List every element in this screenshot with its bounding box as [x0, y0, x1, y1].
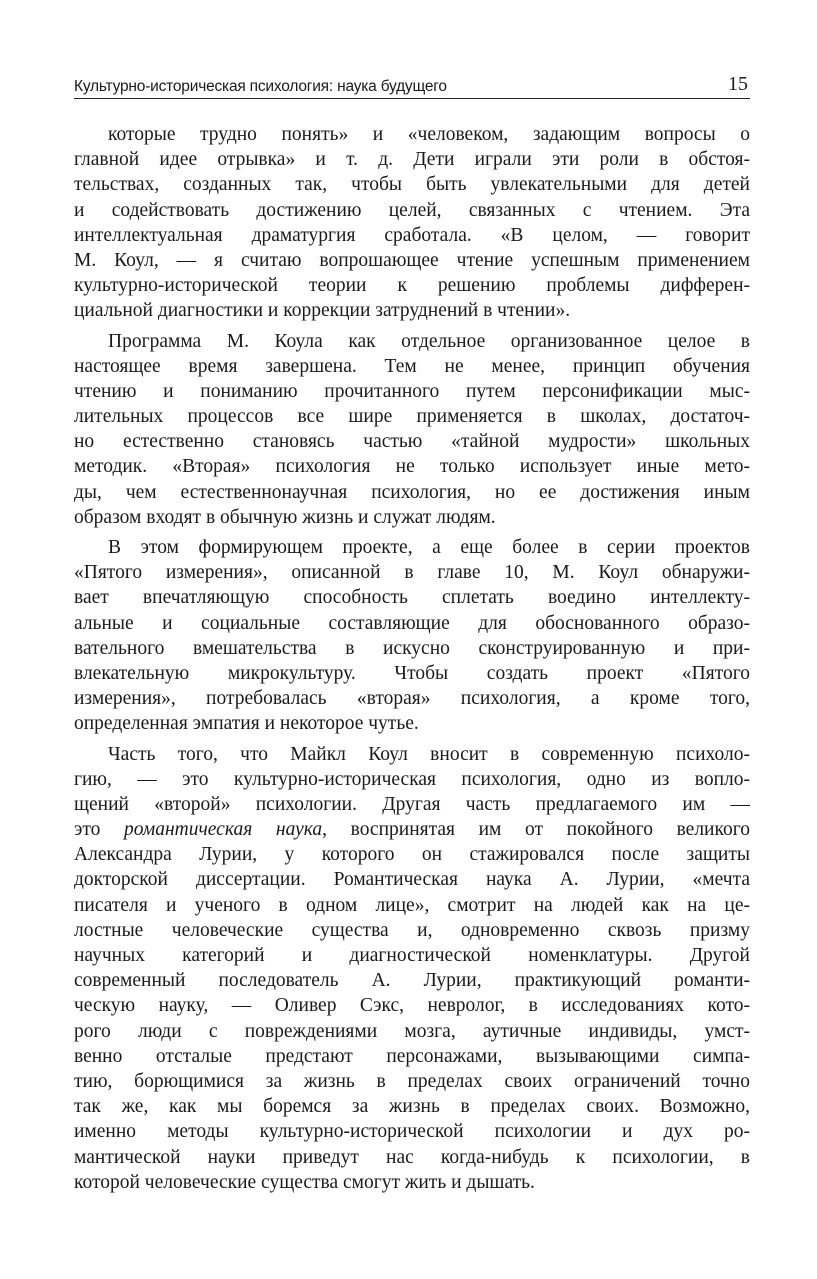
emphasis-text: романтическая наука: [124, 819, 323, 841]
text-line: Александра Лурии, у которого он стажировался после защиты: [74, 844, 750, 866]
text-line: тию, борющимися за жизнь в пределах своих ограничений точно: [74, 1070, 750, 1092]
text-line: так же, как мы боремся за жизнь в пределах своих. Возможно,: [74, 1096, 750, 1118]
text-line: циальной диагностики и коррекции затруднений в чтении».: [74, 300, 571, 322]
text-line: и содействовать достижению целей, связанных с чтением. Эта: [74, 199, 750, 221]
body-text: [74, 122, 750, 1195]
text-line: научных категорий и диагностической номенклатуры. Другой: [74, 945, 750, 966]
text-line: которые трудно понять» и «человеком, задающим вопросы о: [108, 124, 750, 145]
text-line: лительных процессов все шире применяется в школах, достаточ-: [74, 406, 750, 428]
text-line: «Пятого измерения», описанной в главе 10, М. Коул обнаружи-: [74, 562, 750, 584]
text-line: измерения», потребовалась «вторая» психология, а кроме того,: [74, 688, 750, 710]
text-line: ческую науку, — Оливер Сэкс, невролог, в исследованиях кото-: [74, 995, 750, 1017]
text-line: интеллектуальная драматургия сработала. «В целом, — говорит: [74, 224, 750, 246]
text-segment: , воспринятая им от покойного великого: [322, 819, 750, 841]
text-line: которой человеческие существа смогут жить и дышать.: [74, 1171, 535, 1193]
text-line: вательного вмешательства в искусно сконструированную и при-: [74, 637, 750, 659]
text-line: главной идее отрывка» и т. д. Дети играли эти роли в обстоя-: [74, 149, 750, 171]
text-line: В этом формирующем проекте, а еще более в серии проектов: [108, 537, 750, 558]
text-line: венно отсталые предстают персонажами, вызывающими симпа-: [74, 1045, 750, 1067]
text-line: культурно-исторической теории к решению проблемы дифферен-: [74, 275, 750, 297]
paragraph: [74, 535, 750, 737]
text-line: [74, 817, 750, 842]
paragraph: [74, 122, 750, 324]
running-head: [74, 70, 750, 99]
text-line: методик. «Вторая» психология не только использует иные мето-: [74, 456, 750, 478]
text-line: влекательную микрокультуру. Чтобы создать проект «Пятого: [74, 662, 750, 684]
text-line: современный последователь А. Лурии, практикующий романти-: [74, 970, 750, 992]
text-line: гию, — это культурно-историческая психология, одно из вопло-: [74, 768, 750, 790]
text-line: но естественно становясь частью «тайной мудрости» школьных: [74, 431, 750, 453]
text-line: именно методы культурно-исторической психологии и дух ро-: [74, 1121, 750, 1143]
paragraph: [74, 742, 750, 1195]
text-line: мантической науки приведут нас когда-нибудь к психологии, в: [74, 1146, 750, 1168]
text-line: чтению и пониманию прочитанного путем персонификации мыс-: [74, 380, 750, 402]
text-line: ды, чем естественнонаучная психология, но ее достижения иным: [74, 481, 750, 503]
text-line: Часть того, что Майкл Коул вносит в современную психоло-: [108, 743, 750, 765]
text-line: вает впечатляющую способность сплетать воедино интеллекту-: [74, 587, 750, 609]
paragraph: [74, 329, 750, 531]
text-line: М. Коул, — я считаю вопрошающее чтение успешным применением: [74, 249, 750, 271]
text-line: Программа М. Коула как отдельное организованное целое в: [108, 330, 750, 352]
text-line: тельствах, созданных так, чтобы быть увлекательными для детей: [74, 174, 750, 196]
text-line: рого люди с повреждениями мозга, аутичные индивиды, умст-: [74, 1020, 750, 1042]
book-page: [74, 70, 750, 1195]
page-number: 15: [728, 73, 748, 95]
text-line: докторской диссертации. Романтическая наука А. Лурии, «мечта: [74, 869, 750, 891]
text-line: настоящее время завершена. Тем не менее, принцип обучения: [74, 355, 750, 377]
text-segment: это: [74, 819, 125, 841]
text-line: альные и социальные составляющие для обоснованного образо-: [74, 612, 750, 634]
text-line: писателя и ученого в одном лице», смотрит на людей как на це-: [74, 894, 750, 916]
text-line: образом входят в обычную жизнь и служат людям.: [74, 506, 496, 528]
text-line: лостные человеческие существа и, одновременно сквозь призму: [74, 919, 750, 941]
text-line: щений «второй» психологии. Другая часть предлагаемого им —: [74, 793, 750, 815]
text-line: определенная эмпатия и некоторое чутье.: [74, 713, 419, 735]
running-title: Культурно-историческая психология: наука будущего: [74, 78, 447, 95]
